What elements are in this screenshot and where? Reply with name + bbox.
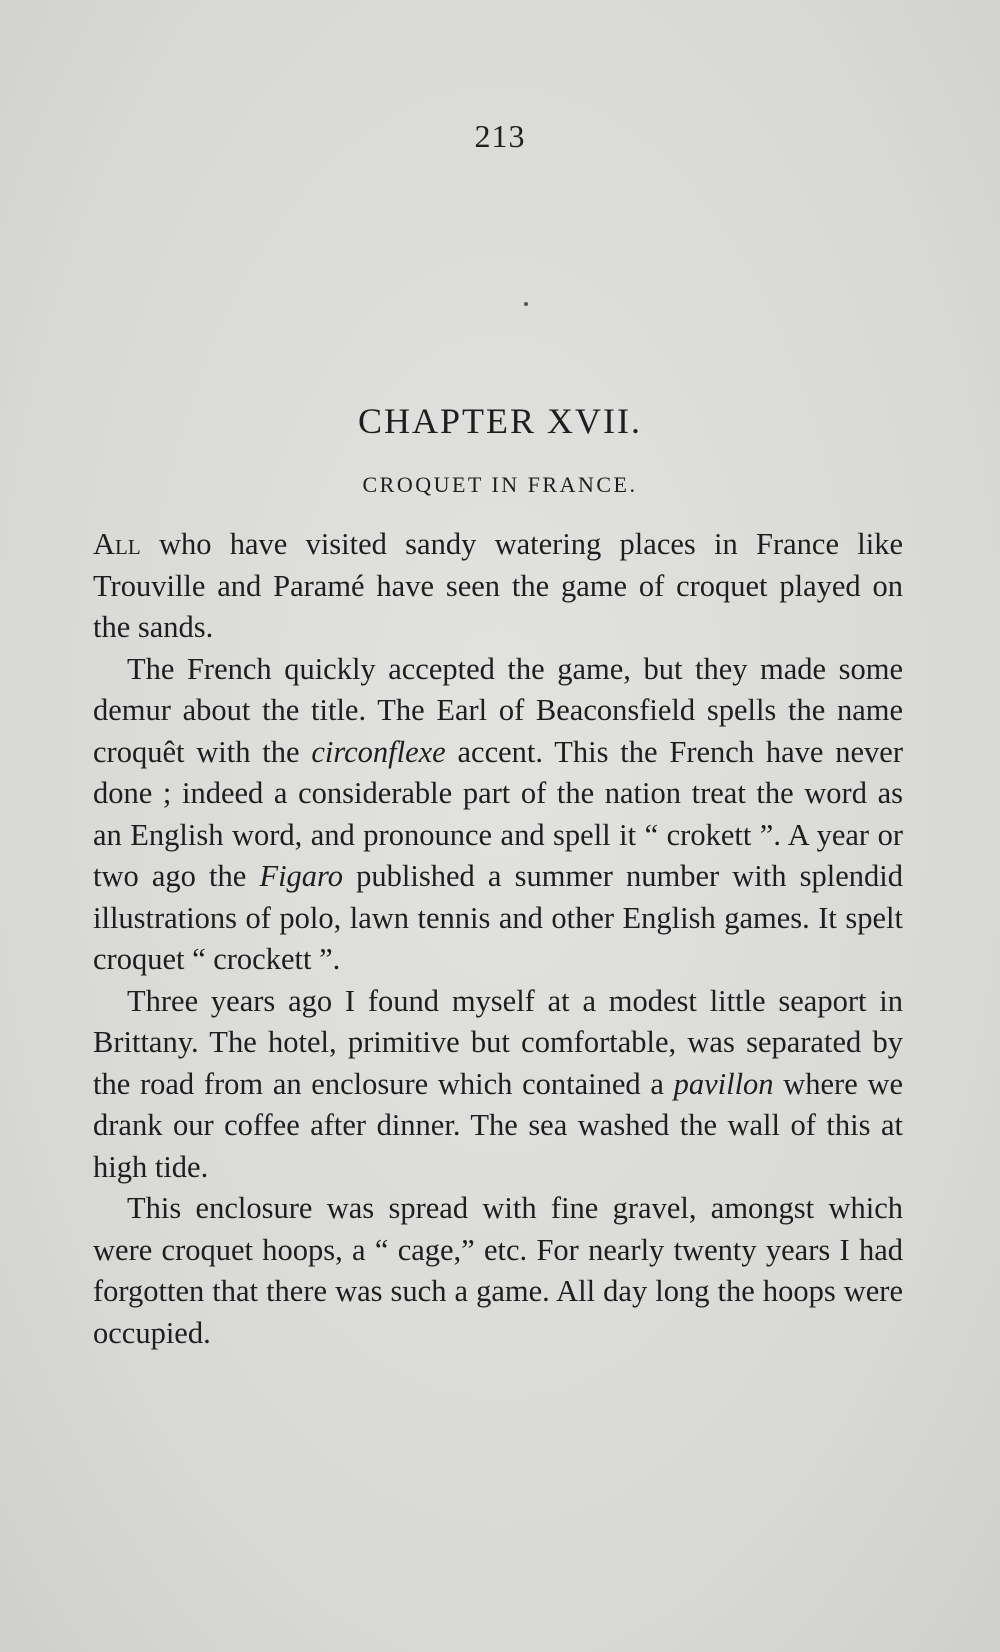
paragraph-2-text-a: The French quickly accepted the game, but they made some demur about the title. The Earl of Beaconsfield spells the name croquêt with the: [93, 651, 903, 769]
italic-term-circonflexe: circonflexe: [311, 734, 446, 769]
paragraph-2: [93, 649, 903, 981]
paragraph-1-text: who have visited sandy watering places in France like Trouville and Paramé have seen the game of croquet played on the sands.: [93, 527, 903, 644]
italic-term-figaro: Figaro: [259, 859, 344, 893]
print-speck: [524, 302, 528, 306]
chapter-title: CHAPTER XVII.: [358, 401, 642, 441]
paragraph-3-text-a: Three years ago I found myself at a modest little seaport in Brittany. The hotel, primitive but comfortable, was separated by the road from an enclosure which contained a: [93, 983, 903, 1101]
paragraph-2-text-c: published a summer number with splendid illustrations of polo, lawn tennis and other English games. It spelt croquet “ crockett ”.: [93, 859, 903, 976]
paragraph-2-text-b: accent. This the French have never done ; indeed a considerable part of the nation treat the word as an English word, and pronounce and spell it “ crokett ”. A year or two ago the: [93, 734, 903, 893]
page-number: 213: [474, 118, 526, 154]
paragraph-3: [93, 981, 903, 1189]
paragraph-opening-word: All: [93, 527, 141, 561]
paragraph-4: This enclosure was spread with fine gravel, amongst which were croquet hoops, a “ cage,” etc. For nearly twenty years I had forgotten that there was such a game. All day long the hoops were occupied.: [93, 1191, 903, 1350]
paragraph-3-text-b: where we drank our coffee after dinner. The sea washed the wall of this at high tide.: [93, 1066, 904, 1184]
body-text: [93, 524, 903, 1354]
paragraph-1: [93, 524, 903, 649]
chapter-subtitle: CROQUET IN FRANCE.: [362, 472, 638, 497]
italic-term-pavillon: pavillon: [673, 1066, 774, 1101]
